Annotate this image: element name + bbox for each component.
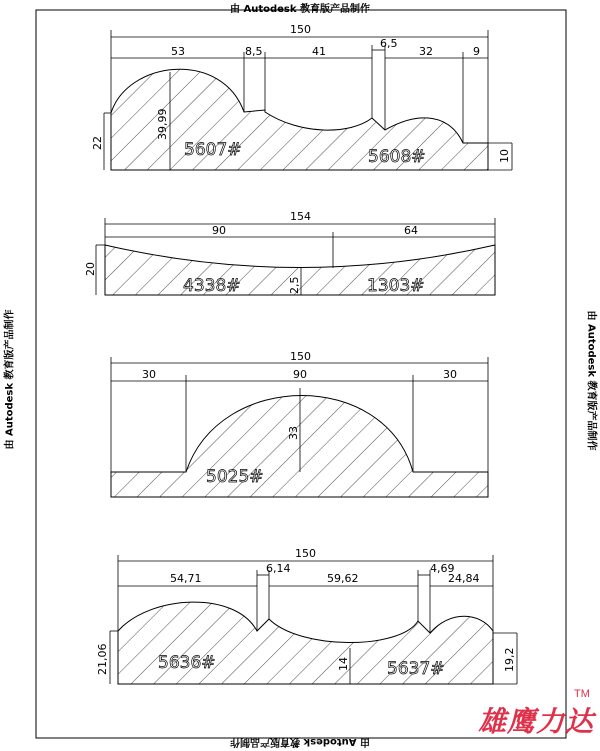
dim-label: 33 — [287, 426, 300, 440]
product-code: 1303# — [367, 276, 425, 296]
dim-label: 8,5 — [245, 45, 263, 58]
dim-label: 41 — [312, 45, 326, 58]
dim-label: 150 — [290, 23, 311, 36]
dim-label: 24,84 — [448, 572, 480, 585]
product-code: 5607# — [184, 140, 242, 160]
dim-label: 150 — [295, 547, 316, 560]
product-code: 5608# — [368, 147, 426, 167]
product-code: 5637# — [387, 659, 445, 679]
dim-label: 30 — [142, 368, 156, 381]
dim-label: 150 — [290, 350, 311, 363]
dim-label: 6,5 — [380, 37, 398, 50]
dim-label: 21,06 — [96, 644, 109, 676]
dim-label: 59,62 — [327, 572, 359, 585]
brand-name: 雄鹰力达 — [478, 700, 594, 740]
dim-label: 10 — [498, 149, 511, 163]
profile-4338-1303 — [84, 210, 495, 296]
dim-label: 14 — [337, 657, 350, 671]
dim-label: 90 — [293, 368, 307, 381]
dim-label: 54,71 — [170, 572, 202, 585]
dim-label: 9 — [473, 45, 480, 58]
watermark-left: 由 Autodesk 教育版产品制作 — [1, 320, 16, 450]
dim-label: 20 — [84, 262, 97, 276]
brand-logo — [470, 688, 595, 748]
dim-label: 90 — [212, 224, 226, 237]
product-code: 5025# — [206, 467, 264, 487]
dim-label: 154 — [290, 210, 311, 223]
watermark-bottom: 由 Autodesk 教育版产品制作 — [0, 736, 600, 751]
dim-label: 2,5 — [288, 277, 301, 295]
dim-label: 32 — [419, 45, 433, 58]
watermark-top: 由 Autodesk 教育版产品制作 — [0, 0, 600, 15]
dim-label: 64 — [404, 224, 418, 237]
dim-label: 39,99 — [156, 109, 169, 141]
dim-label: 30 — [443, 368, 457, 381]
profile-5025 — [111, 350, 488, 497]
profile-5607-5608 — [91, 23, 512, 170]
profile-5636-5637 — [96, 547, 517, 684]
watermark-right: 由 Autodesk 教育版产品制作 — [586, 311, 600, 441]
dim-label: 4,69 — [430, 562, 455, 575]
dim-label: 53 — [171, 45, 185, 58]
product-code: 5636# — [158, 653, 216, 673]
dim-label: 22 — [91, 136, 104, 150]
profile-outline — [111, 396, 488, 498]
product-code: 4338# — [183, 276, 241, 296]
dim-label: 6,14 — [266, 562, 291, 575]
trademark-mark: TM — [574, 688, 590, 700]
dim-label: 19,2 — [503, 648, 516, 673]
